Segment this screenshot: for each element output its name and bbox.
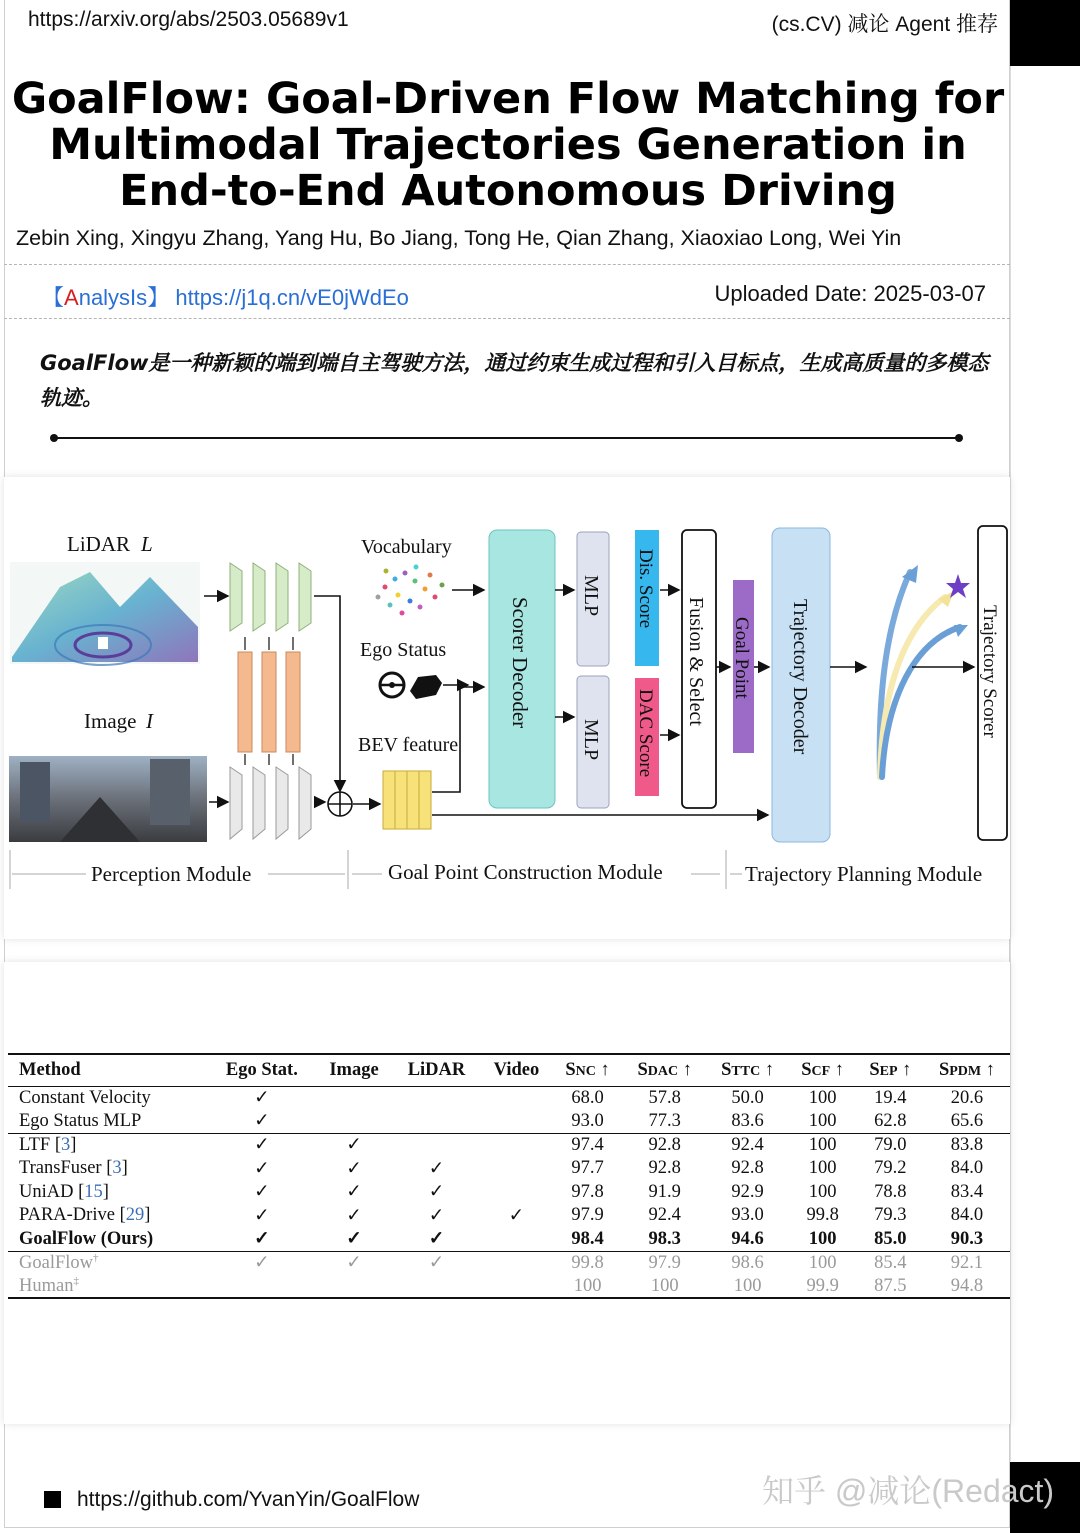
feature-sum-icon — [328, 792, 352, 816]
metric-s: S — [721, 1059, 732, 1080]
upload-date: Uploaded Date: 2025-03-07 — [714, 281, 986, 306]
citation[interactable]: 3 — [61, 1134, 71, 1155]
method-name: GoalFlow (Ours) — [19, 1228, 154, 1249]
method-name: Constant Velocity — [19, 1087, 151, 1108]
image-check-cell — [316, 1275, 393, 1299]
metric-cell: 94.6 — [731, 1228, 764, 1249]
lidar-check-cell: ✓ — [428, 1182, 445, 1203]
footnote-mark: ‡ — [73, 1274, 79, 1287]
method-cell — [8, 1275, 208, 1299]
rule-dot-right — [955, 434, 963, 442]
metric-cell: 85.0 — [874, 1228, 907, 1249]
metric-cell: 100 — [808, 1158, 837, 1179]
bracket-open: 【 — [42, 285, 65, 310]
metric-cell: 100 — [573, 1275, 602, 1296]
metric-cell: 100 — [733, 1275, 762, 1296]
right-margin — [1010, 66, 1080, 1461]
lidar-check-cell: ✓ — [428, 1229, 445, 1250]
metric-cell: 100 — [808, 1134, 837, 1155]
video-check-cell: ✓ — [508, 1205, 525, 1226]
image-check-cell — [316, 1110, 393, 1134]
metric-cell: 100 — [808, 1110, 837, 1131]
image-encoder — [230, 767, 311, 839]
table-row — [8, 1251, 1010, 1275]
paper-title — [10, 76, 1006, 214]
metric-s: S — [869, 1059, 880, 1080]
table-row — [8, 1180, 1010, 1204]
ego-check-cell — [208, 1275, 315, 1299]
method-name: GoalFlow — [19, 1253, 93, 1274]
metric-cell: 87.5 — [874, 1275, 907, 1296]
analysis-word: nalysIs — [78, 285, 148, 310]
method-cell: PARA-Drive [29] — [19, 1205, 151, 1226]
metric-cell: 92.9 — [731, 1181, 764, 1202]
title-line-1: GoalFlow: Goal-Driven Flow Matching for — [11, 74, 1005, 124]
metric-cell: 91.9 — [648, 1181, 681, 1202]
metric-s: S — [801, 1059, 812, 1080]
metric-cell: 99.8 — [806, 1205, 839, 1226]
metric-cell: 20.6 — [950, 1087, 984, 1108]
image-check-cell: ✓ — [346, 1182, 362, 1203]
metric-cell: 100 — [650, 1275, 679, 1296]
lidar-check-cell — [392, 1086, 480, 1110]
col-scf — [789, 1054, 857, 1086]
metric-cell: 100 — [808, 1087, 837, 1108]
metric-cell: 94.8 — [950, 1275, 984, 1296]
car-icon — [410, 675, 442, 699]
goal-point-label: Goal Point — [731, 617, 752, 699]
citation[interactable]: 3 — [112, 1158, 122, 1179]
image-check-cell — [316, 1086, 393, 1110]
analysis-link[interactable]: https://j1q.cn/vE0jWdEo — [175, 285, 409, 310]
scorer-decoder-label: Scorer Decoder — [508, 597, 532, 729]
metric-cell: 78.8 — [874, 1181, 907, 1202]
video-check-cell — [480, 1275, 552, 1299]
method-cell — [8, 1228, 208, 1252]
metric-cell: 79.0 — [874, 1134, 907, 1155]
col-snc — [552, 1054, 622, 1086]
video-check-cell — [480, 1228, 552, 1252]
col-video: Video — [493, 1059, 540, 1080]
ego-check-cell: ✓ — [254, 1088, 270, 1109]
table-row — [8, 1228, 1010, 1252]
metric-cell: 97.7 — [571, 1158, 604, 1179]
col-method: Method — [19, 1059, 81, 1080]
lidar-label: LiDAR — [67, 532, 130, 556]
results-table — [8, 1053, 1010, 1299]
metric-cell: 92.8 — [731, 1158, 764, 1179]
bev-feature-label: BEV feature — [358, 734, 459, 756]
metric-cell: 93.0 — [731, 1205, 764, 1226]
metric-cell: 92.1 — [950, 1252, 984, 1273]
camera-image — [9, 756, 207, 842]
metric-cell: 98.6 — [731, 1252, 764, 1273]
method-name: LTF — [19, 1134, 51, 1155]
trajectory-curves — [880, 565, 970, 777]
metric-cell: 92.4 — [648, 1205, 681, 1226]
video-check-cell — [480, 1133, 552, 1157]
author-list: Zebin Xing, Xingyu Zhang, Yang Hu, Bo Jiang, Tong He, Qian Zhang, Xiaoxiao Long, Wei Yin — [16, 226, 902, 250]
architecture-diagram — [0, 477, 1010, 939]
metric-cell: 93.0 — [571, 1110, 604, 1131]
divider-1 — [4, 264, 1010, 265]
up-arrow-icon: ↑ — [682, 1059, 692, 1080]
metric-cell: 100 — [808, 1252, 837, 1273]
rule-dot-left — [50, 434, 58, 442]
metric-cell: 84.0 — [950, 1158, 984, 1179]
video-check-cell — [480, 1157, 552, 1181]
watermark: 知乎 @减论(Redact) — [762, 1473, 1055, 1509]
metric-cell: 83.8 — [950, 1134, 984, 1155]
bev-feature-block — [383, 771, 431, 829]
lidar-check-cell — [392, 1133, 480, 1157]
image-var: I — [146, 709, 153, 733]
metric-cell: 90.3 — [950, 1228, 984, 1249]
metric-cell: 99.9 — [806, 1275, 839, 1296]
table-row — [8, 1204, 1010, 1228]
method-name: Ego Status MLP — [19, 1110, 142, 1131]
lidar-check-cell: ✓ — [428, 1253, 445, 1274]
metric-cell: 84.0 — [950, 1205, 984, 1226]
col-sdac — [623, 1054, 707, 1086]
image-check-cell: ✓ — [346, 1253, 362, 1274]
metric-cell: 62.8 — [874, 1110, 907, 1131]
metric-cell: 83.6 — [731, 1110, 764, 1131]
table-row — [8, 1157, 1010, 1181]
metric-cell: 98.3 — [648, 1228, 681, 1249]
metric-cell: 77.3 — [648, 1110, 681, 1131]
ego-check-cell: ✓ — [254, 1229, 270, 1250]
metric-s: S — [637, 1059, 648, 1080]
perception-module-caption: Perception Module — [91, 862, 252, 886]
lidar-check-cell — [392, 1110, 480, 1134]
image-check-cell: ✓ — [346, 1229, 362, 1250]
method-name: PARA-Drive — [19, 1205, 115, 1226]
ego-status-label: Ego Status — [360, 639, 447, 661]
lidar-check-cell: ✓ — [428, 1205, 445, 1226]
ego-check-cell: ✓ — [254, 1111, 270, 1132]
up-arrow-icon: ↑ — [902, 1059, 912, 1080]
metric-cell: 19.4 — [874, 1087, 907, 1108]
video-check-cell — [480, 1180, 552, 1204]
metric-cell: 50.0 — [731, 1087, 764, 1108]
col-lidar: LiDAR — [407, 1059, 466, 1080]
ego-check-cell: ✓ — [254, 1135, 270, 1156]
method-cell: UniAD [15] — [19, 1181, 109, 1202]
video-check-cell — [480, 1251, 552, 1275]
metric-sub: CF — [811, 1063, 831, 1079]
method-name: UniAD — [19, 1181, 74, 1202]
ego-check-cell: ✓ — [254, 1182, 270, 1203]
video-check-cell — [480, 1110, 552, 1134]
table-row — [8, 1110, 1010, 1134]
dis-score-label: Dis. Score — [635, 549, 656, 629]
table-row — [8, 1133, 1010, 1157]
divider-2 — [4, 318, 1010, 319]
lidar-point-cloud — [10, 562, 200, 665]
metric-cell: 100 — [808, 1228, 837, 1249]
ego-check-cell: ✓ — [254, 1205, 270, 1226]
vocabulary-points — [376, 565, 445, 616]
arxiv-url[interactable]: https://arxiv.org/abs/2503.05689v1 — [28, 8, 349, 31]
image-check-cell: ✓ — [346, 1135, 362, 1156]
metric-cell: 83.4 — [950, 1181, 984, 1202]
metric-sub: EP — [879, 1063, 898, 1079]
summary-text: GoalFlow是一种新颖的端到端自主驾驶方法，通过约束生成过程和引入目标点，生成高质量的多模态轨迹。 — [40, 351, 989, 410]
method-cell — [8, 1251, 208, 1275]
metric-cell: 79.2 — [874, 1158, 907, 1179]
metric-sub: NC — [575, 1063, 596, 1079]
method-name: Human — [19, 1276, 74, 1297]
dac-score-label: DAC Score — [635, 689, 656, 778]
col-ego: Ego Stat. — [225, 1059, 298, 1080]
bullet-square — [44, 1491, 61, 1508]
vocabulary-label: Vocabulary — [361, 536, 452, 558]
trajectory-decoder-label: Trajectory Decoder — [789, 599, 811, 755]
metric-cell: 65.6 — [950, 1110, 984, 1131]
metric-cell: 99.8 — [571, 1252, 604, 1273]
metric-cell: 85.4 — [874, 1252, 907, 1273]
metric-s: S — [565, 1059, 576, 1080]
steering-wheel-icon — [380, 673, 404, 697]
metric-sub: TTC — [731, 1063, 761, 1079]
metric-sub: DAC — [647, 1063, 679, 1079]
metric-cell: 98.4 — [571, 1228, 604, 1249]
analysis-initial: A — [64, 285, 79, 310]
metric-cell: 97.4 — [571, 1134, 604, 1155]
table-row — [8, 1086, 1010, 1110]
citation[interactable]: 15 — [84, 1181, 103, 1202]
metric-cell: 92.8 — [648, 1134, 681, 1155]
up-arrow-icon: ↑ — [834, 1059, 845, 1080]
lidar-var: L — [141, 532, 153, 556]
image-check-cell: ✓ — [346, 1205, 362, 1226]
col-spdm — [924, 1054, 1010, 1086]
metric-cell: 100 — [808, 1181, 837, 1202]
metric-cell: 79.3 — [874, 1205, 907, 1226]
up-arrow-icon: ↑ — [600, 1059, 610, 1080]
title-line-3: End-to-End Autonomous Driving — [119, 166, 897, 216]
metric-sub: PDM — [949, 1063, 982, 1079]
image-check-cell: ✓ — [346, 1158, 362, 1179]
lidar-check-cell — [392, 1275, 480, 1299]
trajectory-scorer-label: Trajectory Scorer — [979, 605, 1000, 738]
analysis-link-row — [42, 281, 409, 312]
video-check-cell — [480, 1086, 552, 1110]
metric-cell: 68.0 — [571, 1087, 604, 1108]
metric-cell: 97.9 — [648, 1252, 681, 1273]
mlp-label-bottom: MLP — [580, 719, 602, 761]
category-label: (cs.CV) 减论 Agent 推荐 — [771, 13, 998, 36]
method-cell — [8, 1086, 208, 1110]
fusion-blocks — [238, 652, 300, 752]
method-cell: LTF [3] — [19, 1134, 77, 1155]
planning-module-caption: Trajectory Planning Module — [745, 862, 983, 886]
method-name: TransFuser — [19, 1158, 102, 1179]
up-arrow-icon: ↑ — [764, 1059, 775, 1080]
col-sep — [857, 1054, 924, 1086]
mlp-label-top: MLP — [580, 575, 602, 617]
fusion-select-label: Fusion & Select — [685, 597, 707, 726]
col-image: Image — [329, 1059, 379, 1080]
bracket-close: 】 — [147, 285, 170, 310]
method-cell — [8, 1110, 208, 1134]
metric-cell: 97.8 — [571, 1181, 604, 1202]
ego-check-cell: ✓ — [254, 1158, 270, 1179]
image-label: Image — [84, 709, 137, 733]
goal-module-caption: Goal Point Construction Module — [388, 860, 663, 884]
method-cell: TransFuser [3] — [19, 1158, 128, 1179]
metric-cell: 92.8 — [648, 1158, 681, 1179]
table-row — [8, 1275, 1010, 1299]
lidar-encoder — [230, 563, 311, 631]
metric-cell: 92.4 — [731, 1134, 764, 1155]
up-arrow-icon: ↑ — [985, 1059, 995, 1080]
metric-s: S — [938, 1059, 950, 1080]
metric-cell: 97.9 — [571, 1205, 604, 1226]
metric-cell: 57.8 — [648, 1087, 681, 1108]
decorative-rule — [53, 437, 960, 439]
table-header-row — [8, 1054, 1010, 1086]
col-sttc — [707, 1054, 789, 1086]
footnote-mark: † — [93, 1252, 99, 1265]
ego-check-cell: ✓ — [254, 1253, 270, 1274]
github-link[interactable]: https://github.com/YvanYin/GoalFlow — [77, 1488, 420, 1511]
corner-block-top — [1010, 0, 1080, 68]
lidar-check-cell: ✓ — [428, 1158, 445, 1179]
citation[interactable]: 29 — [125, 1205, 145, 1226]
title-line-2: Multimodal Trajectories Generation in — [49, 120, 967, 170]
